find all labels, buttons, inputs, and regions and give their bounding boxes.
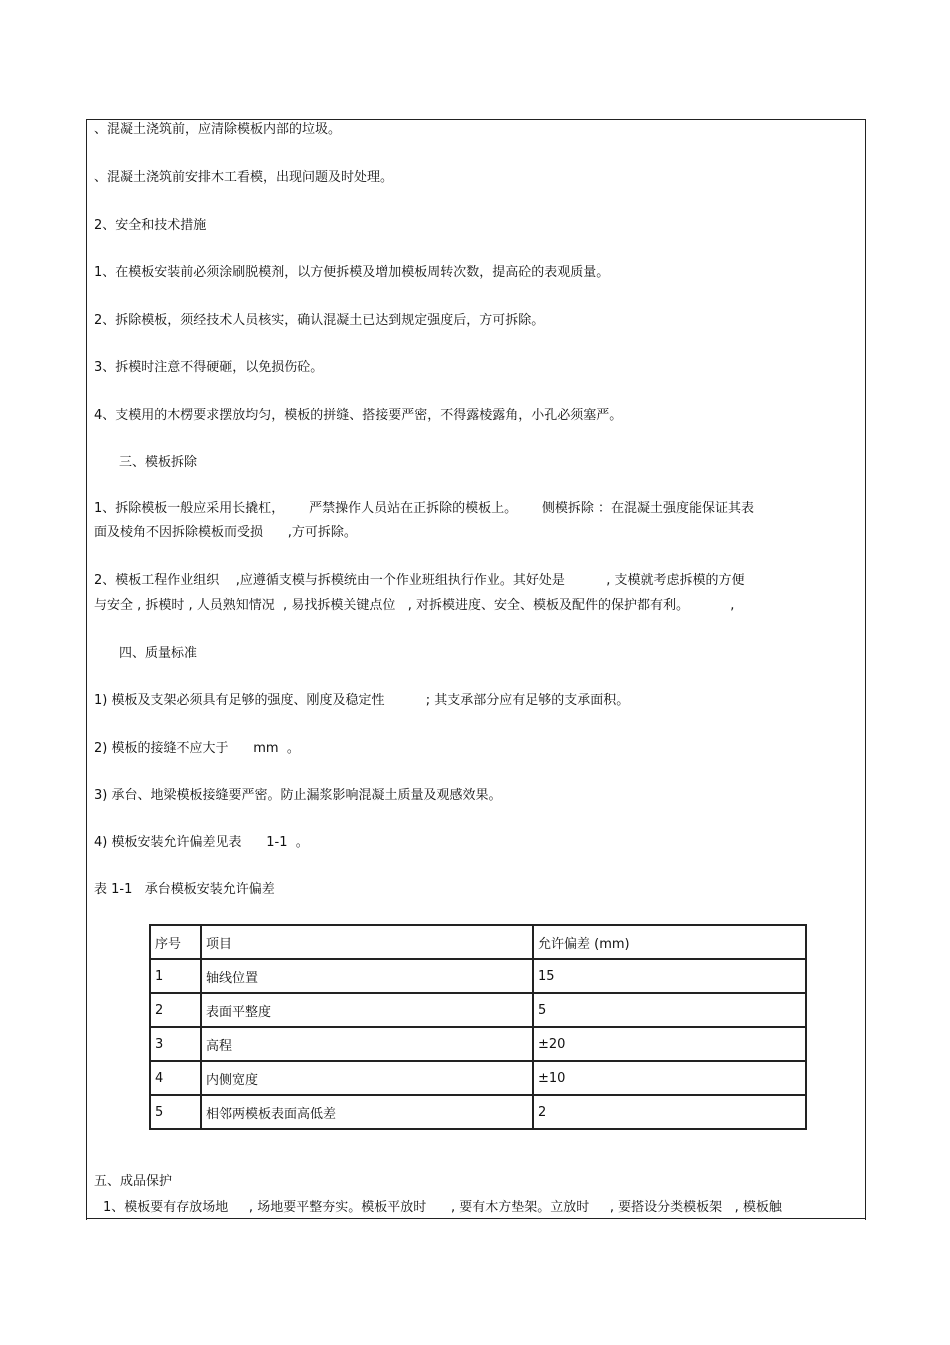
table-cell: ±10 <box>533 1061 806 1095</box>
paragraph-line: 、混凝土浇筑前，应清除模板内部的垃圾。 <box>94 122 342 137</box>
paragraph-line: 、混凝土浇筑前安排木工看模，出现问题及时处理。 <box>94 170 394 185</box>
header-cell: 允许偏差 (mm) <box>533 925 806 959</box>
paragraph-line: 1、在模板安装前必须涂刷脱模剂，以方便拆模及增加模板周转次数，提高砼的表观质量。 <box>94 265 610 280</box>
paragraph-line: 1、拆除模板一般应采用长撬杠， 严禁操作人员站在正拆除的模板上。 侧模拆除 ：在混凝土强度能保证其表 <box>94 501 754 516</box>
section-heading: 三、模板拆除 <box>119 455 198 470</box>
table-cell: 2 <box>533 1095 806 1129</box>
header-cell: 项目 <box>201 925 533 959</box>
quality-item: 2) 模板的接缝不应大于 mm 。 <box>94 741 300 756</box>
table-cell: 1 <box>150 959 201 993</box>
tolerance-table <box>149 924 807 1130</box>
section-heading: 四、质量标准 <box>119 646 198 661</box>
table-caption: 表 1-1 承台模板安装允许偏差 <box>94 882 275 897</box>
table-header-row <box>150 925 806 959</box>
table-cell: 4 <box>150 1061 201 1095</box>
table-cell: 高程 <box>201 1027 533 1061</box>
frame-bottom-border <box>86 1218 866 1219</box>
table-cell: 2 <box>150 993 201 1027</box>
table-cell: 15 <box>533 959 806 993</box>
section-heading: 五、成品保护 <box>94 1174 173 1189</box>
table-cell: 5 <box>533 993 806 1027</box>
quality-item: 1) 模板及支架必须具有足够的强度、刚度及稳定性 ; 其支承部分应有足够的支承面积。 <box>94 693 630 708</box>
table-cell: ±20 <box>533 1027 806 1061</box>
paragraph-line: 1、模板要有存放场地 , 场地要平整夯实。模板平放时 , 要有木方垫架。立放时 , 要搭设分类模板架 , 模板触 <box>103 1200 782 1215</box>
table-row <box>150 1095 806 1129</box>
table-row <box>150 1061 806 1095</box>
table-row <box>150 993 806 1027</box>
paragraph-line: 与安全 , 拆模时 , 人员熟知情况 , 易找拆模关键点位 , 对拆模进度、安全、模板及配件的保护都有利。 , <box>94 598 735 613</box>
section-heading: 2、安全和技术措施 <box>94 218 207 233</box>
table-row <box>150 1027 806 1061</box>
table-cell: 表面平整度 <box>201 993 533 1027</box>
paragraph-line: 2、模板工程作业组织 ,应遵循支模与拆模统由一个作业班组执行作业。其好处是 , 支模就考虑拆模的方便 <box>94 573 745 588</box>
header-cell: 序号 <box>150 925 201 959</box>
table-cell: 5 <box>150 1095 201 1129</box>
paragraph-line: 2、拆除模板，须经技术人员核实，确认混凝土已达到规定强度后，方可拆除。 <box>94 313 545 328</box>
paragraph-line: 3、拆模时注意不得硬砸，以免损伤砼。 <box>94 360 324 375</box>
table-row <box>150 959 806 993</box>
quality-item: 4) 模板安装允许偏差见表 1-1 。 <box>94 835 309 850</box>
table-cell: 轴线位置 <box>201 959 533 993</box>
table-cell: 相邻两模板表面高低差 <box>201 1095 533 1129</box>
paragraph-line: 面及棱角不因拆除模板而受损 ,方可拆除。 <box>94 525 357 540</box>
paragraph-line: 4、支模用的木楞要求摆放均匀，模板的拼缝、搭接要严密，不得露棱露角，小孔必须塞严。 <box>94 408 623 423</box>
quality-item: 3) 承台、地梁模板接缝要严密。防止漏浆影响混凝土质量及观感效果。 <box>94 788 502 803</box>
table-cell: 内侧宽度 <box>201 1061 533 1095</box>
table-cell: 3 <box>150 1027 201 1061</box>
